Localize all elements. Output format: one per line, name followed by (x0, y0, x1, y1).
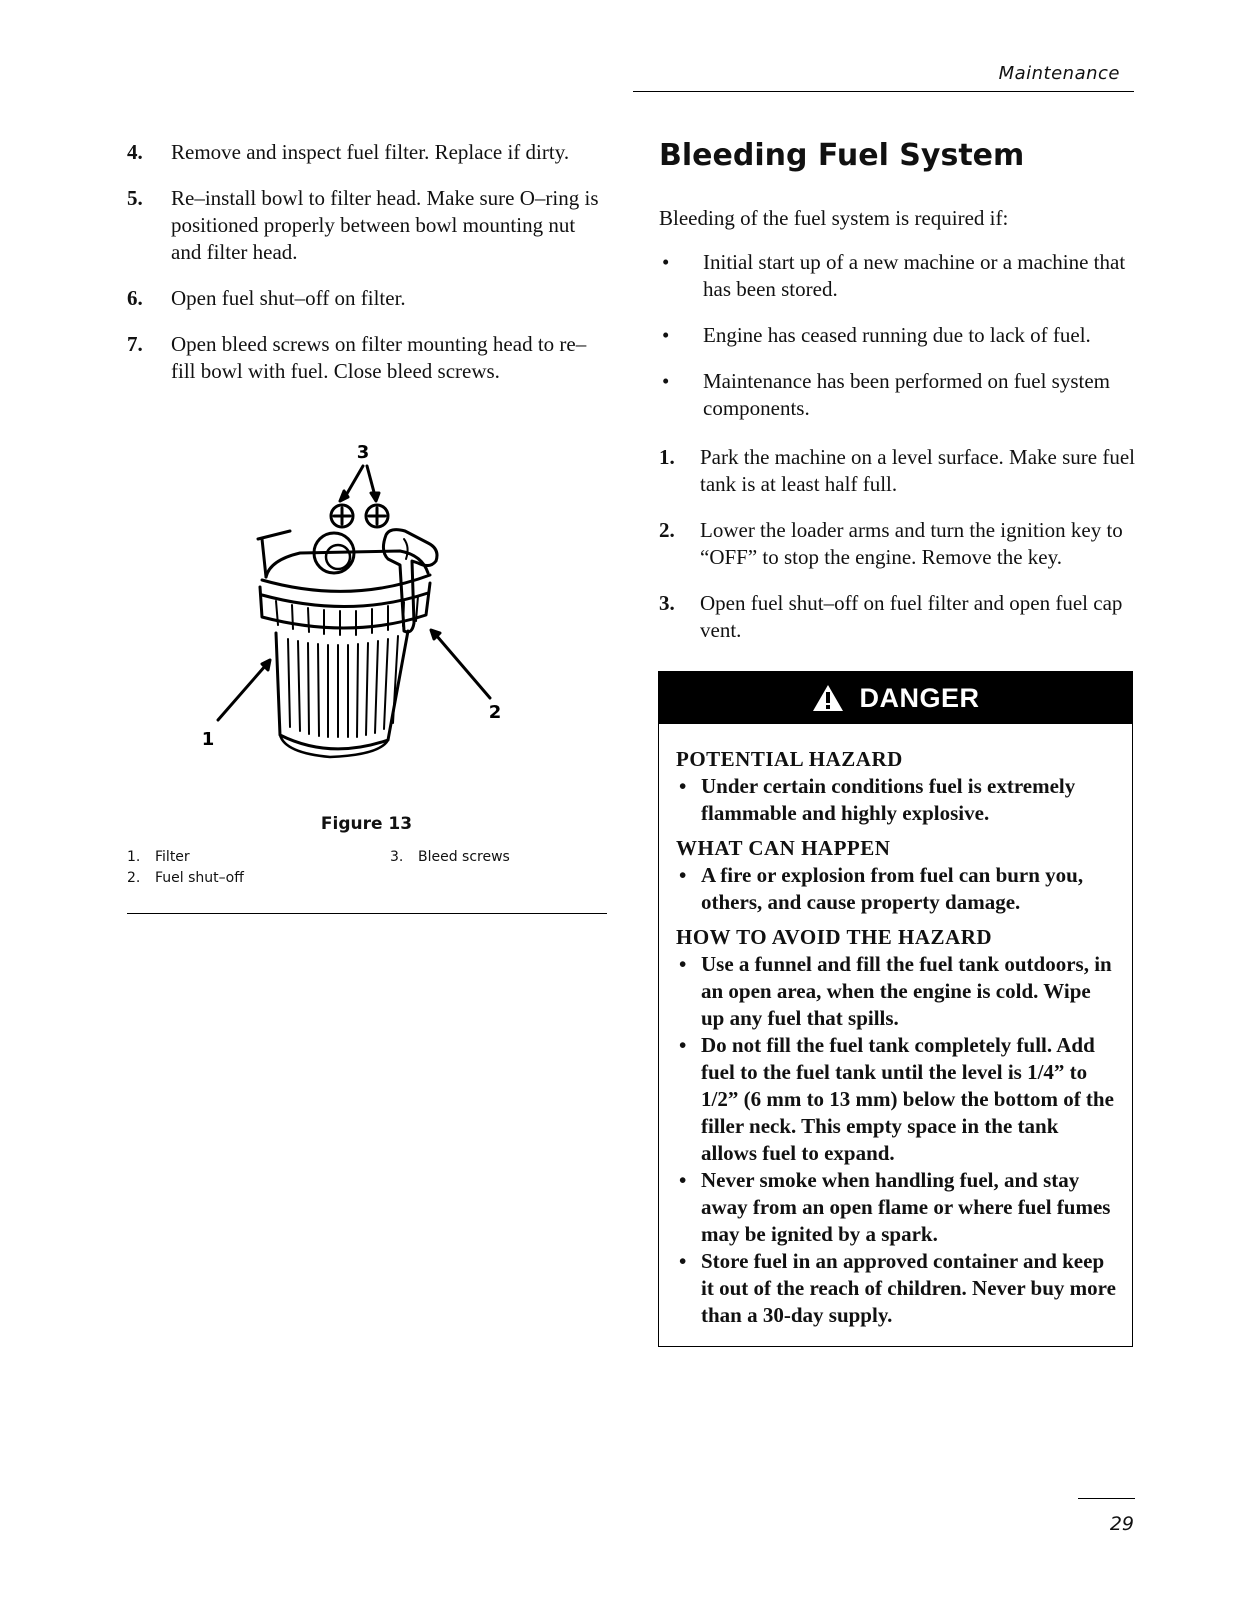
danger-list-item (676, 1248, 1118, 1329)
bullet-text: Initial start up of a new machine or a machine that has been stored. (703, 250, 1126, 301)
step-number: 1. (659, 445, 675, 469)
potential-hazard-heading: POTENTIAL HAZARD (676, 747, 903, 771)
danger-list-item (676, 951, 1118, 1032)
fuel-filter-illustration (190, 435, 530, 775)
figure-label-1: 1 (201, 729, 215, 750)
bullet-marker: • (679, 863, 687, 887)
condition-bullets (659, 249, 1139, 441)
callout-text: Filter (155, 849, 190, 865)
page-number: 29 (1109, 1513, 1134, 1535)
callout-number: 1. (127, 849, 141, 865)
callout-number: 2. (127, 870, 141, 886)
danger-item-text: Never smoke when handling fuel, and stay away from an open flame or where fuel fumes may be ignited by a spark. (701, 1168, 1111, 1246)
danger-item-text: A fire or explosion from fuel can burn you, others, and cause property damage. (701, 863, 1084, 914)
danger-signal-word: DANGER (859, 682, 980, 713)
danger-list-item (676, 1167, 1118, 1248)
bullet-marker: • (662, 250, 670, 274)
step-2 (659, 517, 1139, 571)
bullet-item (659, 368, 1139, 422)
callout-filter (127, 849, 190, 865)
danger-item-text: Under certain conditions fuel is extremely flammable and highly explosive. (701, 774, 1076, 825)
figure-caption: Figure 13 (320, 814, 413, 834)
step-text: Re–install bowl to filter head. Make sure O–ring is positioned properly between bowl mounting nut and filter head. (171, 186, 599, 264)
danger-list-item (676, 1032, 1118, 1167)
figure-label-3: 3 (356, 442, 370, 463)
bullet-marker: • (679, 1033, 687, 1057)
step-number: 6. (127, 286, 143, 310)
step-number: 3. (659, 591, 675, 615)
bullet-marker: • (679, 952, 687, 976)
step-3 (659, 590, 1139, 644)
callout-number: 3. (390, 849, 404, 865)
step-4 (127, 139, 607, 166)
bullet-marker: • (679, 774, 687, 798)
figure-rule (127, 913, 607, 914)
danger-box (658, 671, 1133, 1347)
bullet-text: Maintenance has been performed on fuel system components. (703, 369, 1111, 420)
step-text: Park the machine on a level surface. Make sure fuel tank is at least half full. (700, 445, 1135, 496)
danger-item-text: Store fuel in an approved container and keep it out of the reach of children. Never buy more than a 30-day supply. (701, 1249, 1116, 1327)
step-text: Open fuel shut–off on fuel filter and open fuel cap vent. (700, 591, 1123, 642)
intro-text: Bleeding of the fuel system is required if: (659, 206, 1009, 230)
warning-triangle-icon (811, 683, 845, 713)
step-text: Remove and inspect fuel filter. Replace if dirty. (171, 140, 570, 164)
step-number: 4. (127, 140, 143, 164)
what-can-happen-heading: WHAT CAN HAPPEN (676, 836, 891, 860)
running-header: Maintenance (998, 63, 1120, 84)
section-title: Bleeding Fuel System (659, 138, 1025, 173)
callout-fuel-shutoff (127, 870, 244, 886)
danger-body (659, 724, 1132, 1329)
figure-label-2: 2 (488, 702, 502, 723)
step-text: Open bleed screws on filter mounting head to re–fill bowl with fuel. Close bleed screws. (171, 332, 587, 383)
danger-list-item (676, 862, 1118, 916)
danger-item-text: Use a funnel and fill the fuel tank outdoors, in an open area, when the engine is cold. Wipe up any fuel that spills. (701, 952, 1112, 1030)
bullet-text: Engine has ceased running due to lack of fuel. (703, 323, 1091, 347)
callout-text: Fuel shut–off (155, 870, 244, 886)
step-number: 7. (127, 332, 143, 356)
bullet-item (659, 322, 1139, 349)
danger-header (659, 672, 1132, 724)
step-7 (127, 331, 607, 385)
callout-bleed-screws (390, 849, 510, 865)
right-steps-list (659, 444, 1139, 663)
left-steps-list (127, 139, 607, 404)
step-number: 5. (127, 186, 143, 210)
footer-rule (1078, 1498, 1135, 1499)
step-text: Lower the loader arms and turn the ignition key to “OFF” to stop the engine. Remove the key. (700, 518, 1123, 569)
bullet-marker: • (662, 369, 670, 393)
bullet-marker: • (662, 323, 670, 347)
step-5 (127, 185, 607, 266)
bullet-marker: • (679, 1168, 687, 1192)
step-number: 2. (659, 518, 675, 542)
step-text: Open fuel shut–off on filter. (171, 286, 406, 310)
header-rule (633, 91, 1134, 92)
bullet-item (659, 249, 1139, 303)
callout-text: Bleed screws (418, 849, 510, 865)
step-1 (659, 444, 1139, 498)
bullet-marker: • (679, 1249, 687, 1273)
step-6 (127, 285, 607, 312)
danger-list-item (676, 773, 1118, 827)
how-to-avoid-heading: HOW TO AVOID THE HAZARD (676, 925, 993, 949)
danger-item-text: Do not fill the fuel tank completely full. Add fuel to the fuel tank until the level is 1/4” to 1/2” (6 mm to 13 mm) below the bottom of the filler neck. This empty space in the tank allows fuel to expand. (701, 1033, 1114, 1165)
